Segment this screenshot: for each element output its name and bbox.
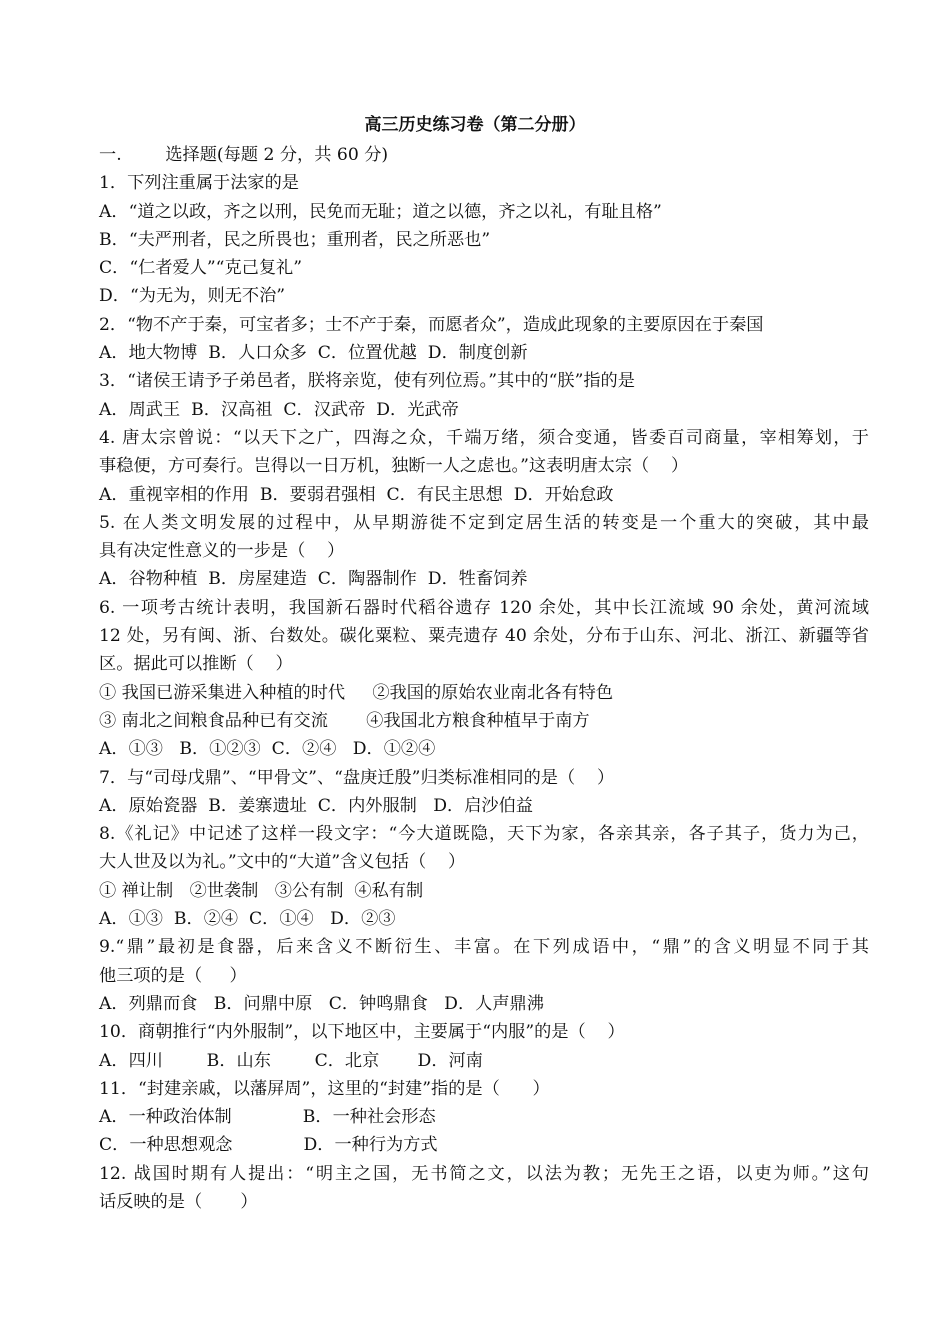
question-line: A．地大物博 B．人口众多 C．位置优越 D．制度创新 (99, 343, 528, 364)
question-line: 11．“封建亲戚，以藩屏周”，这里的“封建”指的是（ ） (99, 1078, 550, 1099)
question-line: A．①③ B．②④ C．①④ D．②③ (99, 909, 396, 930)
question-line: 12. 战国时期有人提出：“明主之国，无书简之文，以法为教；无先王之语，以吏为师。”这句 (99, 1163, 869, 1184)
question-line: 具有决定性意义的一步是（ ） (99, 541, 345, 562)
question-line: 4. 唐太宗曾说：“以天下之广，四海之众，千端万绪，须合变通，皆委百司商量，宰相筹划，于 (99, 427, 869, 448)
question-line: A．“道之以政，齐之以刑，民免而无耻；道之以德，齐之以礼，有耻且格” (99, 201, 662, 222)
question-line: 1．下列注重属于法家的是 (99, 173, 299, 194)
question-line: B．“夫严刑者，民之所畏也；重刑者，民之所恶也” (99, 229, 491, 250)
page-title: 高三历史练习卷（第二分册） (364, 115, 586, 135)
question-line: 2．“物不产于秦，可宝者多；士不产于秦，而愿者众”，造成此现象的主要原因在于秦国 (99, 314, 764, 335)
question-line: C．“仁者爱人”“克己复礼” (99, 258, 302, 279)
question-line: 10．商朝推行“内外服制”，以下地区中，主要属于“内服”的是（ ） (99, 1022, 625, 1043)
question-line: 6. 一项考古统计表明，我国新石器时代稻谷遗存 120 余处，其中长江流域 90 余处，黄河流域 (99, 597, 869, 618)
question-line: 区。据此可以推断（ ） (99, 654, 293, 675)
question-line: 8.《礼记》中记述了这样一段文字：“今大道既隐，天下为家，各亲其亲，各子其子，货力为己， (99, 824, 869, 845)
question-line: 9.“鼎”最初是食器，后来含义不断衍生、丰富。在下列成语中，“鼎”的含义明显不同于其 (99, 937, 869, 958)
question-line: A．原始瓷器 B．姜寨遗址 C．内外服制 D．启沙伯益 (99, 795, 533, 816)
question-line: 事稳便，方可奏行。岂得以一日万机，独断一人之虑也。”这表明唐太宗（ ） (99, 456, 689, 477)
question-line: ① 我国已游采集进入种植的时代 ②我国的原始农业南北各有特色 (99, 682, 614, 703)
question-line: A．一种政治体制 B．一种社会形态 (99, 1107, 436, 1128)
question-list (99, 141, 869, 1216)
question-line: A．列鼎而食 B．问鼎中原 C．钟鸣鼎食 D．人声鼎沸 (99, 993, 544, 1014)
question-line: A．四川 B．山东 C．北京 D．河南 (99, 1050, 483, 1071)
question-line: D．“为无为，则无不治” (99, 286, 286, 307)
question-line: A．谷物种植 B．房屋建造 C．陶器制作 D．牲畜饲养 (99, 569, 528, 590)
question-line: C．一种思想观念 D．一种行为方式 (99, 1135, 438, 1156)
question-line: 话反映的是（ ） (99, 1191, 258, 1212)
question-line: 5. 在人类文明发展的过程中，从早期游徙不定到定居生活的转变是一个重大的突破，其中最 (99, 512, 869, 533)
question-line: ① 禅让制 ②世袭制 ③公有制 ④私有制 (99, 880, 424, 901)
question-line: 7．与“司母戊鼎”、“甲骨文”、“盘庚迁殷”归类标准相同的是（ ） (99, 767, 615, 788)
question-line: 大人世及以为礼。”文中的“大道”含义包括（ ） (99, 852, 466, 873)
question-line: 3．“诸侯王请予子弟邑者，朕将亲览，使有列位焉。”其中的“朕”指的是 (99, 371, 635, 392)
question-line: 12 处，另有闽、浙、台数处。碳化粟粒、粟壳遗存 40 余处，分布于山东、河北、浙江、新疆等省 (99, 626, 869, 647)
question-line: A．①③ B．①②③ C．②④ D．①②④ (99, 739, 436, 760)
question-line: 一. 选择题(每题 2 分，共 60 分) (99, 145, 389, 165)
question-line: A．重视宰相的作用 B．要弱君强相 C．有民主思想 D．开始怠政 (99, 484, 614, 505)
question-line: A．周武王 B．汉高祖 C．汉武帝 D．光武帝 (99, 399, 459, 420)
question-line: 他三项的是（ ） (99, 965, 247, 986)
question-line: ③ 南北之间粮食品种已有交流 ④我国北方粮食种植早于南方 (99, 710, 590, 731)
